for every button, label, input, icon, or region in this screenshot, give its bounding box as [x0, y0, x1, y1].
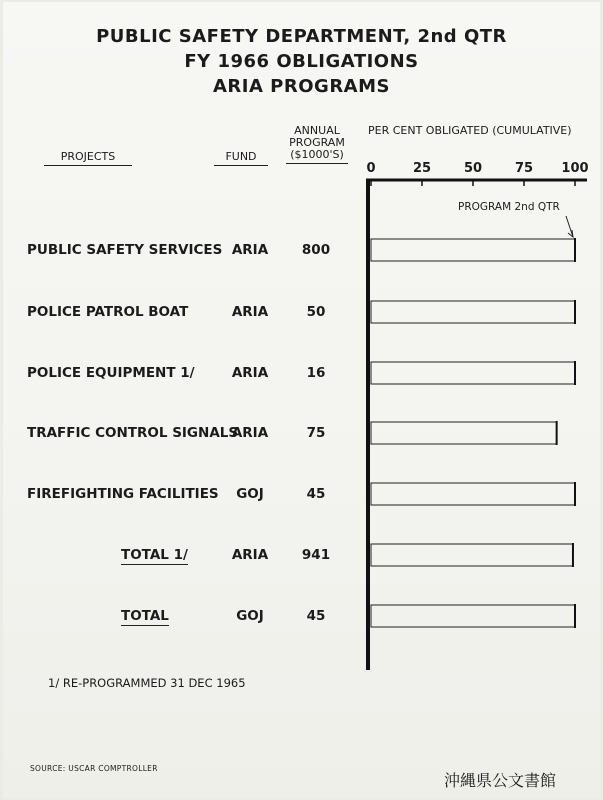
x-tick-label: 75: [514, 161, 534, 176]
fund-value: ARIA: [231, 425, 269, 441]
program-header-line-2: PROGRAM: [289, 136, 345, 149]
x-tick-label: 0: [366, 161, 376, 176]
x-tick-label: 100: [561, 161, 589, 176]
title-line-3: ARIA PROGRAMS: [213, 76, 390, 97]
x-tick-label: 25: [412, 161, 432, 176]
project-label: TOTAL 1/: [121, 547, 188, 563]
project-label: POLICE PATROL BOAT: [27, 304, 189, 320]
fund-header: FUND: [214, 151, 268, 166]
program-amount: 45: [306, 486, 326, 502]
fund-value: ARIA: [231, 242, 269, 258]
program-amount: 75: [306, 425, 326, 441]
source-note: SOURCE: USCAR COMPTROLLER: [30, 764, 158, 773]
bar-row-5: [371, 483, 575, 505]
x-tick-label: 50: [463, 161, 483, 176]
project-label: POLICE EQUIPMENT 1/: [27, 365, 195, 381]
bar-row-2: [371, 301, 575, 323]
program-amount: 45: [306, 608, 326, 624]
title-line-1: PUBLIC SAFETY DEPARTMENT, 2nd QTR: [96, 26, 507, 47]
bar-row-4: [371, 422, 557, 444]
project-label: TOTAL: [121, 608, 169, 624]
program-amount: 50: [306, 304, 326, 320]
program-amount: 16: [306, 365, 326, 381]
project-label: FIREFIGHTING FACILITIES: [27, 486, 219, 502]
fund-value: ARIA: [231, 304, 269, 320]
archive-mark: 沖縄県公文書館: [444, 771, 557, 790]
program-header-line-1: ANNUAL: [294, 124, 340, 137]
bar-row-1: [371, 239, 575, 261]
fund-value: ARIA: [231, 547, 269, 563]
fund-value: GOJ: [236, 486, 264, 502]
program-amount: 800: [301, 242, 331, 258]
footnote: 1/ RE-PROGRAMMED 31 DEC 1965: [48, 676, 246, 690]
project-label: PUBLIC SAFETY SERVICES: [27, 242, 223, 258]
project-label: TRAFFIC CONTROL SIGNALS: [27, 425, 239, 441]
fund-value: ARIA: [231, 365, 269, 381]
program-amount: 941: [301, 547, 331, 563]
bar-row-7: [371, 605, 575, 627]
program-header-line-3: ($1000'S): [290, 148, 344, 161]
bar-row-6: [371, 544, 573, 566]
bar-row-3: [371, 362, 575, 384]
title-line-2: FY 1966 OBLIGATIONS: [184, 51, 419, 72]
percent-header: PER CENT OBLIGATED (CUMULATIVE): [368, 124, 572, 137]
fund-value: GOJ: [236, 608, 264, 624]
program-marker-label: PROGRAM 2nd QTR: [458, 201, 560, 213]
projects-header: PROJECTS: [44, 151, 132, 166]
